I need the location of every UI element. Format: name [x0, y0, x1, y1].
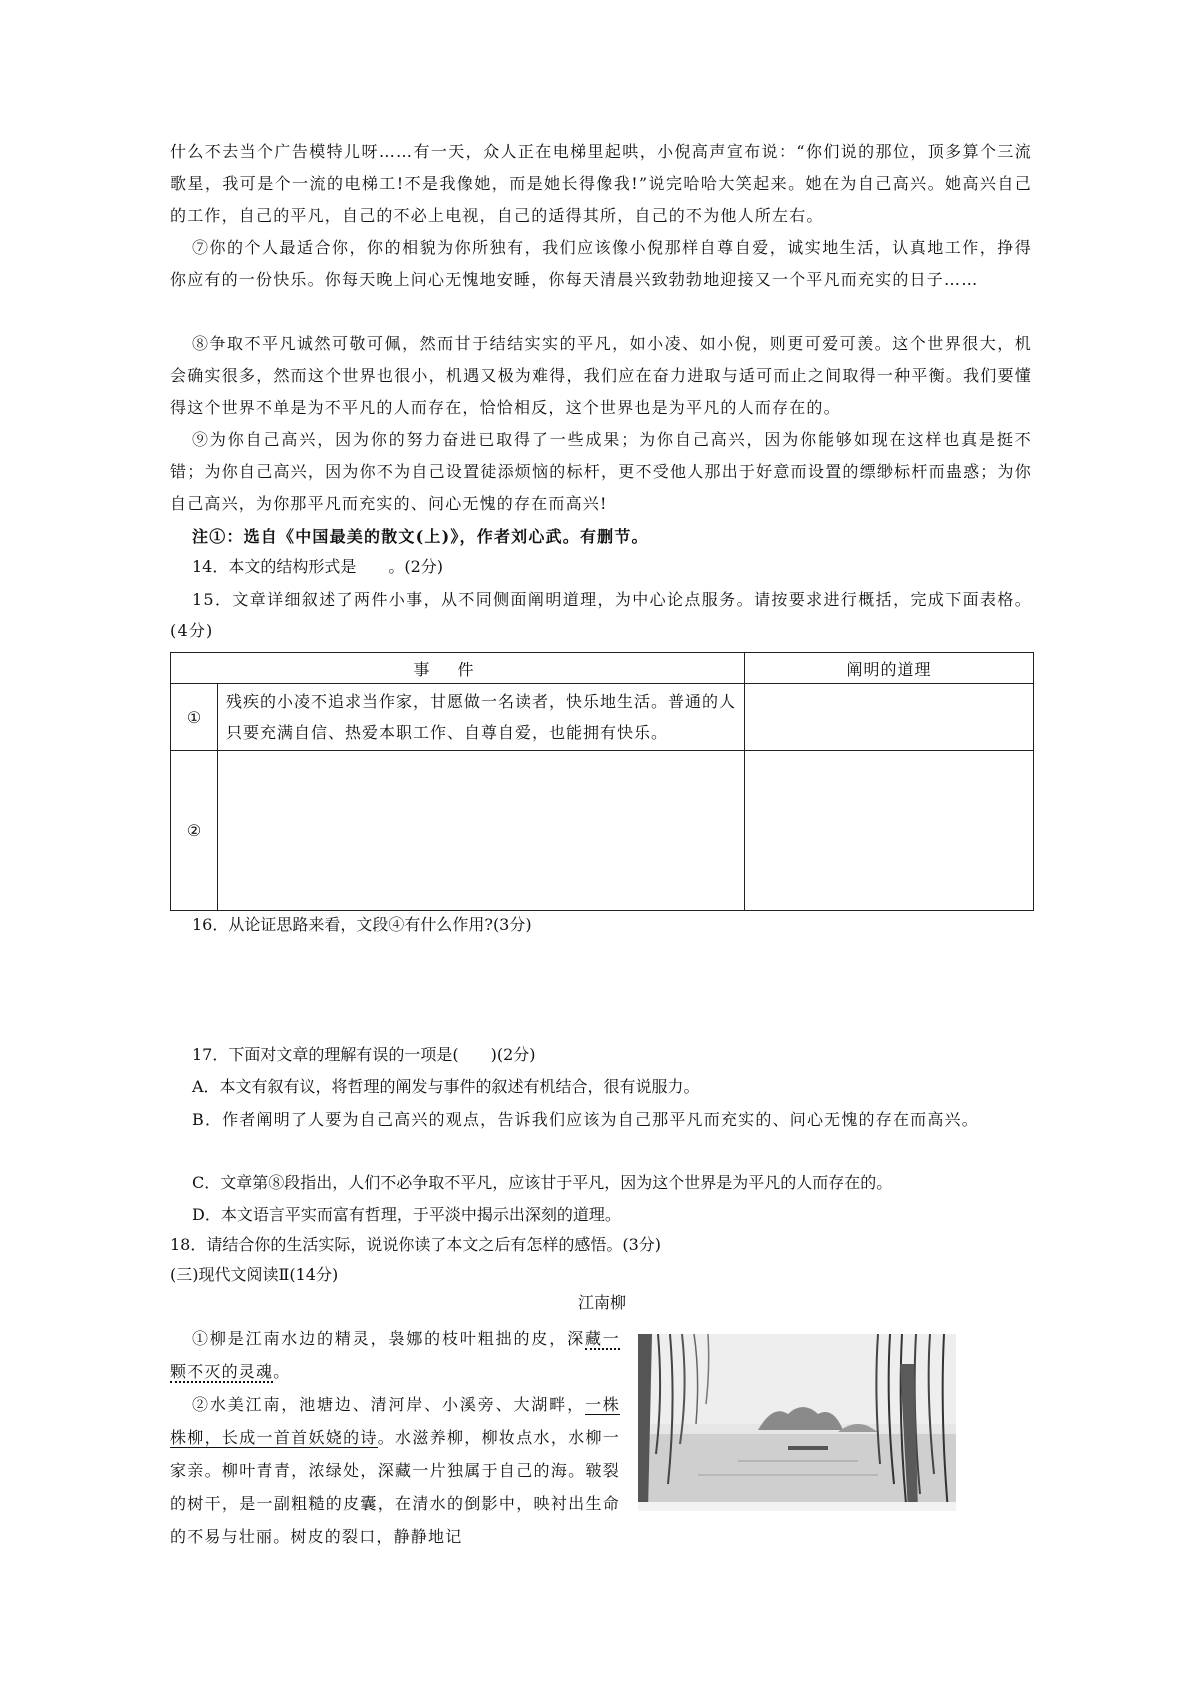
table-row [171, 751, 1034, 911]
willow-paragraph-1 [170, 1322, 620, 1388]
question-14: 14．本文的结构形式是 。(2分) [192, 557, 444, 576]
paragraph-8: ⑧争取不平凡诚然可敬可佩，然而甘于结结实实的平凡，如小凌、如小倪，则更可爱可羡。这个世界很大，机会确实很多，然而这个世界也很小，机遇又极为难得，我们应在奋力进取与适可而止之间取得一种平衡。我们要懂得这个世界不单是为不平凡的人而存在，恰恰相反，这个世界也是为平凡的人而存在的。 [170, 334, 1032, 417]
question-16: 16．从论证思路来看，文段④有什么作用?(3分) [192, 915, 532, 934]
willow-lake-photo [638, 1334, 956, 1511]
row-number: ① [171, 684, 218, 751]
p2-underlined-text: 一株株柳，长成一首首妖娆的诗 [170, 1395, 620, 1447]
option-c: C．文章第⑧段指出，人们不必争取不平凡，应该甘于平凡，因为这个世界是为平凡的人而存在的。 [192, 1173, 893, 1192]
p1-text-a: ①柳是江南水边的精灵，袅娜的枝叶粗拙的皮，深 [192, 1329, 585, 1348]
table-header-row [171, 653, 1034, 684]
paragraph-7: ⑦你的个人最适合你，你的相貌为你所独有，我们应该像小倪那样自尊自爱，诚实地生活，认真地工作，挣得你应有的一份快乐。你每天晚上问心无愧地安睡，你每天清晨兴致勃勃地迎接又一个平凡而充实的日子…… [170, 238, 1032, 289]
option-a: A．本文有叙有议，将哲理的阐发与事件的叙述有机结合，很有说服力。 [192, 1077, 700, 1096]
p1-dotted-text: 藏一颗不灭的灵魂 [170, 1329, 620, 1381]
question-17: 17．下面对文章的理解有误的一项是( )(2分) [192, 1045, 536, 1064]
row-number: ② [171, 751, 218, 911]
table-header-reason: 阐明的道理 [745, 653, 1034, 684]
question-18: 18．请结合你的生活实际，说说你读了本文之后有怎样的感悟。(3分) [170, 1235, 662, 1254]
answer-table [170, 652, 1034, 911]
p2-text-c: 。水滋养柳，柳妆点水，水柳一家亲。柳叶青青，浓绿处，深藏一片独属于自己的海。皲裂的树干，是一副粗糙的皮囊，在清水的倒影中，映衬出生命的不易与壮丽。树皮的裂口，静静地记 [170, 1428, 620, 1546]
willow-paragraph-2 [170, 1388, 620, 1553]
row-event-cell[interactable] [218, 751, 745, 911]
row-reason-cell[interactable] [745, 751, 1034, 911]
row-reason-cell[interactable] [745, 684, 1034, 751]
p1-text-c: 。 [273, 1362, 291, 1381]
option-d: D．本文语言平实而富有哲理，于平淡中揭示出深刻的道理。 [192, 1205, 621, 1224]
paragraph-6-tail: 什么不去当个广告模特儿呀……有一天，众人正在电梯里起哄，小倪高声宣布说：“你们说的那位，顶多算个三流歌星，我可是个一流的电梯工!不是我像她，而是她长得像我!”说完哈哈大笑起来。她在为自己高兴。她高兴自己的工作，自己的平凡，自己的不必上电视，自己的适得其所，自己的不为他人所左右。 [170, 142, 1032, 225]
row-event-cell [218, 684, 745, 751]
essay-title: 江南柳 [578, 1293, 627, 1312]
source-note: 注①：选自《中国最美的散文(上)》，作者刘心武。有删节。 [192, 527, 649, 546]
row-event-text: 残疾的小凌不追求当作家，甘愿做一名读者，快乐地生活。普通的人只要充满自信、热爱本职工作、自尊自爱，也能拥有快乐。 [226, 692, 737, 742]
question-15: 15．文章详细叙述了两件小事，从不同侧面阐明道理，为中心论点服务。请按要求进行概括，完成下面表格。(4分) [170, 590, 1032, 640]
p2-text-a: ②水美江南，池塘边、清河岸、小溪旁、大湖畔， [192, 1395, 585, 1414]
option-b: B．作者阐明了人要为自己高兴的观点，告诉我们应该为自己那平凡而充实的、问心无愧的存在而高兴。 [192, 1110, 979, 1129]
table-row [171, 684, 1034, 751]
section-heading: (三)现代文阅读Ⅱ(14分) [170, 1265, 339, 1284]
table-header-event: 事件 [171, 653, 745, 684]
paragraph-9: ⑨为你自己高兴，因为你的努力奋进已取得了一些成果；为你自己高兴，因为你能够如现在这样也真是挺不错；为你自己高兴，因为你不为自己设置徒添烦恼的标杆，更不受他人那出于好意而设置的缥缈标杆而蛊惑；为你自己高兴，为你那平凡而充实的、问心无愧的存在而高兴! [170, 430, 1032, 513]
